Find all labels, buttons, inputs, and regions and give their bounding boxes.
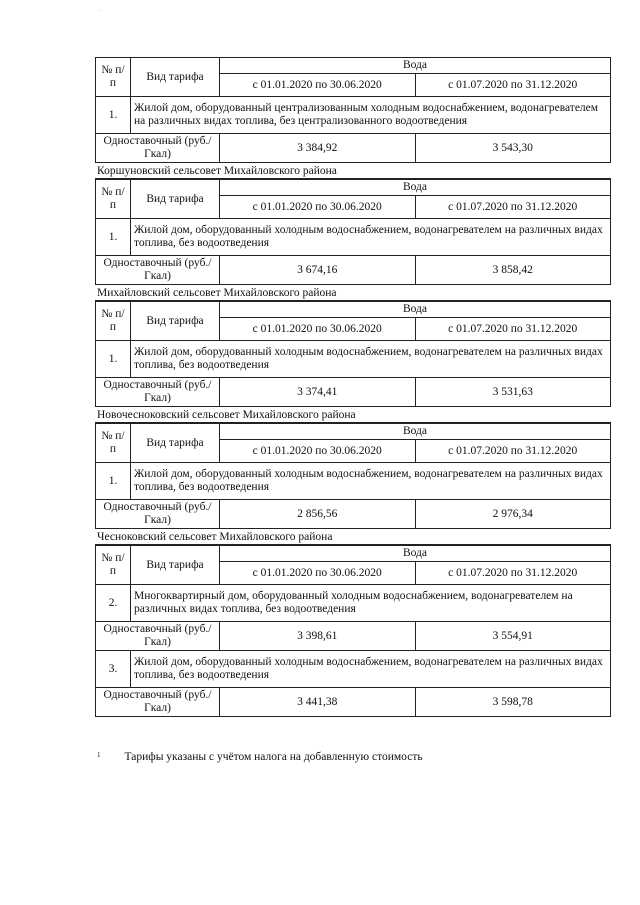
table-row	[96, 134, 611, 163]
entry-number: 2.	[96, 585, 131, 622]
footnote-text: Тарифы указаны с учётом налога на добавленную стоимость	[124, 751, 423, 763]
tariff-block	[95, 408, 611, 529]
col-number-header: № п/п	[96, 58, 131, 97]
col-tariff-type-header: Вид тарифа	[131, 546, 220, 585]
col-period1-header: с 01.01.2020 по 30.06.2020	[220, 440, 416, 463]
rate-type-label: Одноставочный (руб./Гкал)	[96, 256, 220, 285]
region-title: Коршуновский сельсовет Михайловского района	[95, 164, 611, 179]
rate-type-label: Одноставочный (руб./Гкал)	[96, 622, 220, 651]
table-row	[96, 256, 611, 285]
table-header-row	[96, 302, 611, 318]
col-water-header: Вода	[220, 424, 611, 440]
table-row	[96, 378, 611, 407]
rate-value-period2: 3 531,63	[415, 378, 611, 407]
table-row	[96, 688, 611, 717]
tariff-table	[95, 179, 611, 285]
entry-number: 1.	[96, 463, 131, 500]
region-title: Чесноковский сельсовет Михайловского района	[95, 530, 611, 545]
rate-value-period2: 2 976,34	[415, 500, 611, 529]
entry-description: Жилой дом, оборудованный холодным водоснабжением, водонагревателем на различных видах топлива, без водоотведения	[131, 651, 611, 688]
rate-type-label: Одноставочный (руб./Гкал)	[96, 378, 220, 407]
tariff-block	[95, 57, 611, 163]
tariff-block	[95, 530, 611, 717]
rate-value-period2: 3 598,78	[415, 688, 611, 717]
tariff-table	[95, 545, 611, 717]
entry-number: 3.	[96, 651, 131, 688]
table-row	[96, 463, 611, 500]
tariff-block	[95, 164, 611, 285]
col-period2-header: с 01.07.2020 по 31.12.2020	[415, 562, 611, 585]
footnote-mark: 1	[97, 751, 101, 759]
col-period1-header: с 01.01.2020 по 30.06.2020	[220, 74, 416, 97]
col-water-header: Вода	[220, 58, 611, 74]
col-number-header: № п/п	[96, 302, 131, 341]
table-row	[96, 622, 611, 651]
table-row	[96, 341, 611, 378]
scan-mark: ·	[100, 8, 102, 14]
col-period1-header: с 01.01.2020 по 30.06.2020	[220, 318, 416, 341]
tariff-table	[95, 423, 611, 529]
table-header-row	[96, 58, 611, 74]
col-water-header: Вода	[220, 180, 611, 196]
col-period2-header: с 01.07.2020 по 31.12.2020	[415, 440, 611, 463]
entry-description: Многоквартирный дом, оборудованный холодным водоснабжением, водонагревателем на различных видах топлива, без водоотведения	[131, 585, 611, 622]
entry-number: 1.	[96, 219, 131, 256]
col-number-header: № п/п	[96, 546, 131, 585]
table-row	[96, 219, 611, 256]
col-period2-header: с 01.07.2020 по 31.12.2020	[415, 318, 611, 341]
col-period2-header: с 01.07.2020 по 31.12.2020	[415, 74, 611, 97]
rate-value-period2: 3 543,30	[415, 134, 611, 163]
col-tariff-type-header: Вид тарифа	[131, 302, 220, 341]
tariff-table	[95, 57, 611, 163]
col-period1-header: с 01.01.2020 по 30.06.2020	[220, 562, 416, 585]
col-period2-header: с 01.07.2020 по 31.12.2020	[415, 196, 611, 219]
entry-number: 1.	[96, 341, 131, 378]
rate-value-period1: 3 674,16	[220, 256, 416, 285]
col-water-header: Вода	[220, 302, 611, 318]
entry-description: Жилой дом, оборудованный централизованным холодным водоснабжением, водонагревателем на различных видах топлива, без централизованного водоотведения	[131, 97, 611, 134]
table-row	[96, 585, 611, 622]
col-period1-header: с 01.01.2020 по 30.06.2020	[220, 196, 416, 219]
rate-value-period2: 3 554,91	[415, 622, 611, 651]
rate-value-period1: 2 856,56	[220, 500, 416, 529]
tariff-block	[95, 286, 611, 407]
entry-description: Жилой дом, оборудованный холодным водоснабжением, водонагревателем на различных видах топлива, без водоотведения	[131, 341, 611, 378]
entry-description: Жилой дом, оборудованный холодным водоснабжением, водонагревателем на различных видах топлива, без водоотведения	[131, 219, 611, 256]
table-header-row	[96, 180, 611, 196]
rate-type-label: Одноставочный (руб./Гкал)	[96, 500, 220, 529]
col-water-header: Вода	[220, 546, 611, 562]
rate-value-period1: 3 441,38	[220, 688, 416, 717]
region-title: Новочесноковский сельсовет Михайловского района	[95, 408, 611, 423]
col-number-header: № п/п	[96, 180, 131, 219]
col-tariff-type-header: Вид тарифа	[131, 424, 220, 463]
table-row	[96, 500, 611, 529]
tariff-tables	[95, 57, 611, 717]
col-number-header: № п/п	[96, 424, 131, 463]
rate-type-label: Одноставочный (руб./Гкал)	[96, 688, 220, 717]
region-title: Михайловский сельсовет Михайловского района	[95, 286, 611, 301]
col-tariff-type-header: Вид тарифа	[131, 58, 220, 97]
rate-value-period1: 3 398,61	[220, 622, 416, 651]
rate-value-period1: 3 384,92	[220, 134, 416, 163]
col-tariff-type-header: Вид тарифа	[131, 180, 220, 219]
footnote	[97, 751, 423, 763]
entry-number: 1.	[96, 97, 131, 134]
table-row	[96, 651, 611, 688]
entry-description: Жилой дом, оборудованный холодным водоснабжением, водонагревателем на различных видах топлива, без водоотведения	[131, 463, 611, 500]
rate-type-label: Одноставочный (руб./Гкал)	[96, 134, 220, 163]
table-row	[96, 97, 611, 134]
rate-value-period1: 3 374,41	[220, 378, 416, 407]
tariff-table	[95, 301, 611, 407]
table-header-row	[96, 546, 611, 562]
rate-value-period2: 3 858,42	[415, 256, 611, 285]
table-header-row	[96, 424, 611, 440]
